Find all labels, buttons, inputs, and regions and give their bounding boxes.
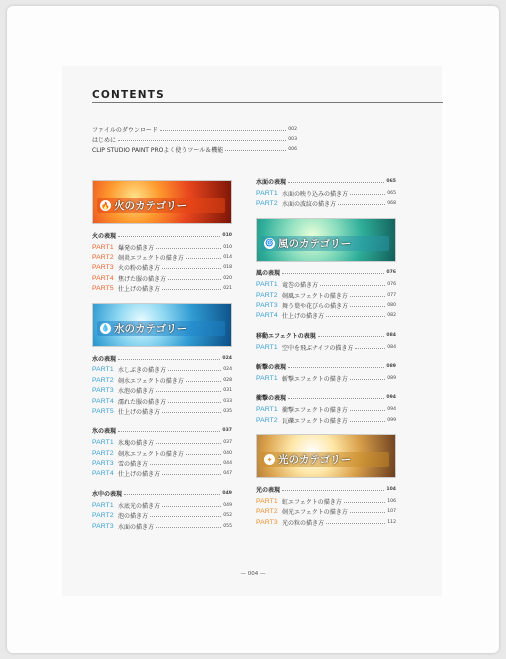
toc-entry[interactable] <box>256 342 396 352</box>
leader-dots <box>288 182 384 183</box>
leader-dots <box>186 454 222 455</box>
section-title: 火の表現 <box>92 232 117 240</box>
banner-title: 光のカテゴリー <box>278 454 352 467</box>
section-page: 010 <box>222 232 232 238</box>
section-light <box>256 484 396 527</box>
left-column <box>92 180 232 540</box>
leader-dots <box>156 248 221 249</box>
section-page: 094 <box>386 395 396 401</box>
toc-entry[interactable] <box>92 365 232 375</box>
toc-entry[interactable] <box>256 405 396 415</box>
leader-dots <box>162 268 221 269</box>
toc-entry[interactable] <box>92 283 232 293</box>
swirl-icon: 🌀 <box>265 239 274 248</box>
leader-dots <box>344 502 386 503</box>
entry-page: 076 <box>387 282 396 288</box>
toc-entry[interactable] <box>256 517 396 527</box>
leader-dots <box>156 527 221 528</box>
entry-label: 氷塊の描き方 <box>118 440 155 448</box>
section-title: 衝撃の表現 <box>256 395 287 403</box>
part-label: PART2 <box>256 508 278 516</box>
entry-label: 水面の波紋の描き方 <box>282 200 337 208</box>
entry-page: 094 <box>387 407 396 413</box>
leader-dots <box>150 516 221 517</box>
entry-page: 082 <box>387 313 396 319</box>
entry-page: 077 <box>387 292 396 298</box>
toc-entry[interactable] <box>256 311 396 321</box>
leader-dots <box>118 140 286 141</box>
section-impact <box>256 393 396 426</box>
section-title: 水の表現 <box>92 355 117 363</box>
leader-dots <box>150 464 221 465</box>
banner-title: 水のカテゴリー <box>114 322 188 335</box>
entry-label: 雪の描き方 <box>118 461 149 469</box>
toc-entry[interactable] <box>92 510 232 520</box>
part-label: PART3 <box>256 518 278 526</box>
entry-page: 106 <box>387 498 396 504</box>
light-category-banner[interactable] <box>256 434 396 478</box>
entry-page: 006 <box>288 147 297 153</box>
part-label: PART4 <box>256 312 278 320</box>
toc-entry[interactable] <box>92 273 232 283</box>
section-page: 037 <box>222 428 232 434</box>
leader-dots <box>355 348 385 349</box>
toc-entry[interactable] <box>92 386 232 396</box>
entry-page: 068 <box>387 200 396 206</box>
part-label: PART3 <box>256 302 278 310</box>
part-label: PART2 <box>256 416 278 424</box>
section-water <box>92 353 232 417</box>
leader-dots <box>186 258 222 259</box>
part-label: PART5 <box>92 285 114 293</box>
toc-entry[interactable] <box>92 134 297 144</box>
toc-entry[interactable] <box>92 500 232 510</box>
section-page: 024 <box>222 355 232 361</box>
entry-page: 107 <box>387 509 396 515</box>
entry-page: 028 <box>223 377 232 383</box>
section-page: 084 <box>386 332 396 338</box>
entry-page: 089 <box>387 375 396 381</box>
toc-entry[interactable] <box>92 448 232 458</box>
entry-page: 018 <box>223 265 232 271</box>
entry-label: 焦げた服の描き方 <box>118 275 167 283</box>
part-label: PART1 <box>256 281 278 289</box>
droplet-icon: 💧 <box>101 324 110 333</box>
leader-dots <box>288 398 384 399</box>
entry-page: 049 <box>223 502 232 508</box>
leader-dots <box>338 204 385 205</box>
entry-page: 035 <box>223 408 232 414</box>
entry-label: 水底光の描き方 <box>118 502 161 510</box>
entry-label: 竜巻の描き方 <box>282 282 319 290</box>
entry-label: 剣炎エフェクトの描き方 <box>118 254 184 262</box>
entry-label: 火の粉の描き方 <box>118 265 161 273</box>
toc-entry[interactable] <box>92 263 232 273</box>
entry-label: 水面の描き方 <box>118 523 155 531</box>
entry-page: 112 <box>387 519 396 525</box>
leader-dots <box>168 402 221 403</box>
page-title: CONTENTS <box>92 89 165 101</box>
entry-label: 剣風エフェクトの描き方 <box>282 292 348 300</box>
section-page: 089 <box>386 364 396 370</box>
leader-dots <box>350 306 385 307</box>
toc-entry[interactable] <box>92 469 232 479</box>
section-surface <box>256 176 396 209</box>
leader-dots <box>160 130 286 131</box>
entry-label: 仕上げの描き方 <box>118 408 161 416</box>
toc-entry[interactable] <box>256 188 396 198</box>
part-label: PART2 <box>256 291 278 299</box>
leader-dots <box>318 336 385 337</box>
entry-label: 濡れた服の描き方 <box>118 398 167 406</box>
part-label: PART2 <box>92 449 114 457</box>
section-page: 076 <box>386 270 396 276</box>
entry-page: 040 <box>223 450 232 456</box>
entry-label: 水面の映り込みの描き方 <box>282 190 349 198</box>
leader-dots <box>350 421 386 422</box>
toc-entry[interactable] <box>256 290 396 300</box>
entry-page: 021 <box>223 286 232 292</box>
toc-entry[interactable] <box>256 373 396 383</box>
section-page: 049 <box>222 490 232 496</box>
leader-dots <box>168 370 221 371</box>
entry-page: 044 <box>223 461 232 467</box>
fire-category-label <box>97 198 225 213</box>
section-title: 斬撃の表現 <box>256 364 287 372</box>
right-column <box>256 176 396 536</box>
leader-dots <box>124 494 220 495</box>
fire-category-banner[interactable] <box>92 180 232 224</box>
entry-label: 瓦礫エフェクトの描き方 <box>282 417 348 425</box>
entry-label: 水しぶきの描き方 <box>118 367 167 375</box>
leader-dots <box>162 474 221 475</box>
leader-dots <box>168 279 221 280</box>
section-title: 移動エフェクトの表現 <box>256 332 316 340</box>
section-page: 104 <box>386 487 396 493</box>
entry-label: 泡の描き方 <box>118 513 149 521</box>
entry-page: 014 <box>223 254 232 260</box>
entry-page: 047 <box>223 471 232 477</box>
leader-dots <box>350 410 386 411</box>
banner-title: 風のカテゴリー <box>278 237 352 250</box>
section-heading[interactable] <box>256 330 396 340</box>
leader-dots <box>118 431 220 432</box>
leader-dots <box>326 316 385 317</box>
part-label: PART1 <box>92 439 114 447</box>
leader-dots <box>225 150 286 151</box>
leader-dots <box>350 379 386 380</box>
entry-label: 仕上げの描き方 <box>118 471 161 479</box>
leader-dots <box>282 490 384 491</box>
leader-dots <box>350 512 386 513</box>
toc-entry[interactable] <box>92 458 232 468</box>
part-label: PART5 <box>92 407 114 415</box>
part-label: PART1 <box>256 406 278 414</box>
section-heading[interactable] <box>256 484 396 494</box>
toc-entry[interactable] <box>256 507 396 517</box>
part-label: PART3 <box>92 387 114 395</box>
leader-dots <box>156 443 221 444</box>
part-label: PART2 <box>92 376 114 384</box>
entry-label: ファイルのダウンロード <box>92 126 158 134</box>
part-label: PART3 <box>92 460 114 468</box>
entry-page: 052 <box>223 513 232 519</box>
title-divider <box>92 102 443 103</box>
leader-dots <box>186 381 222 382</box>
entry-page: 031 <box>223 388 232 394</box>
page-number: — 004 — <box>240 571 266 577</box>
entry-page: 099 <box>387 417 396 423</box>
entry-label: 爆発の描き方 <box>118 244 155 252</box>
toc-entry[interactable] <box>92 145 297 155</box>
section-wind <box>256 268 396 321</box>
water-category-banner[interactable] <box>92 303 232 347</box>
wind-category-label <box>261 236 389 251</box>
entry-label: 空中を飛ぶナイフの描き方 <box>282 344 354 352</box>
leader-dots <box>118 236 220 237</box>
entry-page: 080 <box>387 303 396 309</box>
section-title: 水中の表現 <box>92 490 123 498</box>
toc-entry[interactable] <box>92 406 232 416</box>
section-heading[interactable] <box>92 230 232 240</box>
toc-entry[interactable] <box>92 375 232 385</box>
entry-page: 024 <box>223 367 232 373</box>
toc-entry[interactable] <box>256 300 396 310</box>
entry-page: 003 <box>288 137 297 143</box>
leader-dots <box>156 391 221 392</box>
leader-dots <box>162 412 221 413</box>
toc-entry[interactable] <box>92 396 232 406</box>
banner-title: 火のカテゴリー <box>114 200 188 212</box>
part-label: PART2 <box>256 199 278 207</box>
part-label: PART1 <box>92 243 114 251</box>
part-label: PART1 <box>256 343 278 351</box>
toc-entry[interactable] <box>92 252 232 262</box>
section-heading[interactable] <box>256 361 396 371</box>
entry-page: 033 <box>223 398 232 404</box>
part-label: PART1 <box>256 189 278 197</box>
section-title: 風の表現 <box>256 270 281 278</box>
flame-icon: 🔥 <box>101 201 110 210</box>
section-heading[interactable] <box>92 353 232 363</box>
part-label: PART3 <box>92 522 114 530</box>
part-label: PART1 <box>256 374 278 382</box>
leader-dots <box>162 506 221 507</box>
wind-category-banner[interactable] <box>256 218 396 262</box>
part-label: PART1 <box>92 501 114 509</box>
entry-page: 037 <box>223 440 232 446</box>
leader-dots <box>288 367 384 368</box>
entry-page: 065 <box>387 190 396 196</box>
entry-label: CLIP STUDIO PAINT PROよく使うツール＆機能 <box>92 147 224 155</box>
entry-label: 剣光エフェクトの描き方 <box>282 509 348 517</box>
toc-entry[interactable] <box>256 496 396 506</box>
section-heading[interactable] <box>256 268 396 278</box>
section-movement <box>256 330 396 352</box>
entry-page: 020 <box>223 275 232 281</box>
toc-entry[interactable] <box>92 242 232 252</box>
entry-page: 002 <box>288 126 297 132</box>
water-category-label <box>97 321 225 336</box>
section-heading[interactable] <box>92 426 232 436</box>
entry-label: 虹エフェクトの描き方 <box>282 498 342 506</box>
section-page: 065 <box>386 178 396 184</box>
toc-entry[interactable] <box>92 438 232 448</box>
section-title: 水面の表現 <box>256 178 287 186</box>
section-heading[interactable] <box>256 393 396 403</box>
entry-page: 010 <box>223 244 232 250</box>
entry-label: はじめに <box>92 137 117 145</box>
section-heading[interactable] <box>92 488 232 498</box>
toc-entry[interactable] <box>256 280 396 290</box>
entry-label: 衝撃エフェクトの描き方 <box>282 407 348 415</box>
section-slash <box>256 361 396 383</box>
entry-label: 水泡の描き方 <box>118 388 155 396</box>
entry-label: 剣氷エフェクトの描き方 <box>118 450 184 458</box>
part-label: PART1 <box>256 497 278 505</box>
leader-dots <box>282 273 384 274</box>
entry-page: 055 <box>223 523 232 529</box>
toc-entry[interactable] <box>92 124 297 134</box>
entry-label: 光の粒の描き方 <box>282 519 325 527</box>
toc-entry[interactable] <box>256 198 396 208</box>
part-label: PART4 <box>92 397 114 405</box>
section-ice <box>92 426 232 479</box>
section-fire <box>92 230 232 294</box>
part-label: PART2 <box>92 253 114 261</box>
toc-entry[interactable] <box>92 521 232 531</box>
leader-dots <box>326 523 385 524</box>
leader-dots <box>162 289 221 290</box>
part-label: PART4 <box>92 274 114 282</box>
section-title: 光の表現 <box>256 487 281 495</box>
part-label: PART1 <box>92 366 114 374</box>
part-label: PART2 <box>92 512 114 520</box>
leader-dots <box>118 359 220 360</box>
entry-label: 舞う葉や花びらの描き方 <box>282 303 349 311</box>
toc-entry[interactable] <box>256 415 396 425</box>
part-label: PART4 <box>92 470 114 478</box>
leader-dots <box>320 285 385 286</box>
leader-dots <box>350 296 386 297</box>
section-heading[interactable] <box>256 176 396 186</box>
entry-label: 仕上げの描き方 <box>118 286 161 294</box>
entry-page: 084 <box>387 344 396 350</box>
section-underwater <box>92 488 232 531</box>
entry-label: 斬撃エフェクトの描き方 <box>282 375 348 383</box>
part-label: PART3 <box>92 264 114 272</box>
entry-label: 仕上げの描き方 <box>282 313 325 321</box>
intro-list <box>92 124 297 155</box>
light-category-label <box>261 452 389 467</box>
entry-label: 剣水エフェクトの描き方 <box>118 377 184 385</box>
sparkle-icon: ✦ <box>264 454 275 465</box>
leader-dots <box>350 194 385 195</box>
section-title: 氷の表現 <box>92 428 117 436</box>
